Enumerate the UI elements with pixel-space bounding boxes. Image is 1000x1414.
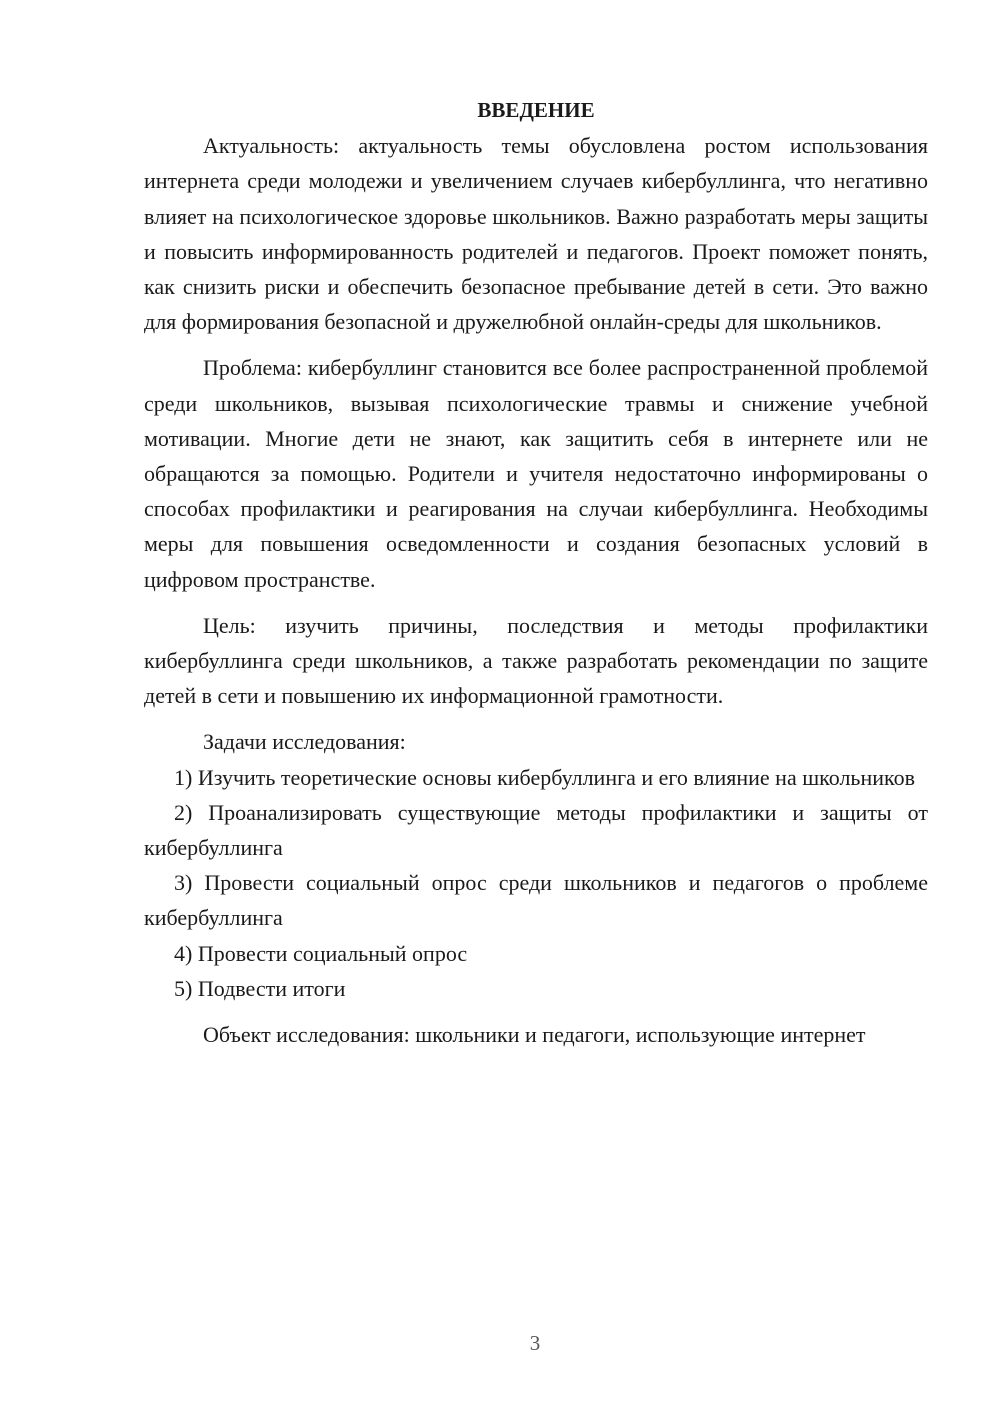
task-item-4: 4) Провести социальный опрос — [174, 940, 468, 966]
page-title: ВВЕДЕНИЕ — [477, 98, 595, 122]
page-number: 3 — [529, 1331, 541, 1355]
relevance-paragraph: Актуальность: актуальность темы обусловлена ростом использования интернета среди молодежи и увеличением случаев кибербуллинга, что негативно влияет на психологическое здоровье школьников. Важно разработать меры защиты и повысить информированность родителей и педагогов. Проект поможет понять, как снизить риски и обеспечить безопасное пребывание детей в сети. Это важно для формирования безопасной и дружелюбной онлайн-среды для школьников. — [144, 133, 928, 335]
task-item-3: 3) Провести социальный опрос среди школьников и педагогов о проблеме кибербуллинга — [144, 870, 928, 931]
task-item-5: 5) Подвести итоги — [174, 975, 346, 1001]
document-page — [144, 93, 928, 1052]
goal-paragraph: Цель: изучить причины, последствия и методы профилактики кибербуллинга среди школьников, а также разработать рекомендации по защите детей в сети и повышению их информационной грамотности. — [144, 612, 928, 709]
tasks-title: Задачи исследования: — [203, 729, 406, 755]
task-item-2: 2) Проанализировать существующие методы профилактики и защиты от кибербуллинга — [144, 799, 928, 861]
object-paragraph: Объект исследования: школьники и педагоги, использующие интернет — [203, 1022, 866, 1048]
problem-paragraph: Проблема: кибербуллинг становится все более распространенной проблемой среди школьников, вызывая психологические травмы и снижение учебной мотивации. Многие дети не знают, как защитить себя в интернете или не обращаются за помощью. Родители и учителя недостаточно информированы о способах профилактики и реагирования на случаи кибербуллинга. Необходимы меры для повышения осведомленности и создания безопасных условий в цифровом пространстве. — [144, 355, 928, 592]
task-item-1: 1) Изучить теоретические основы кибербуллинга и его влияние на школьников — [174, 764, 915, 790]
